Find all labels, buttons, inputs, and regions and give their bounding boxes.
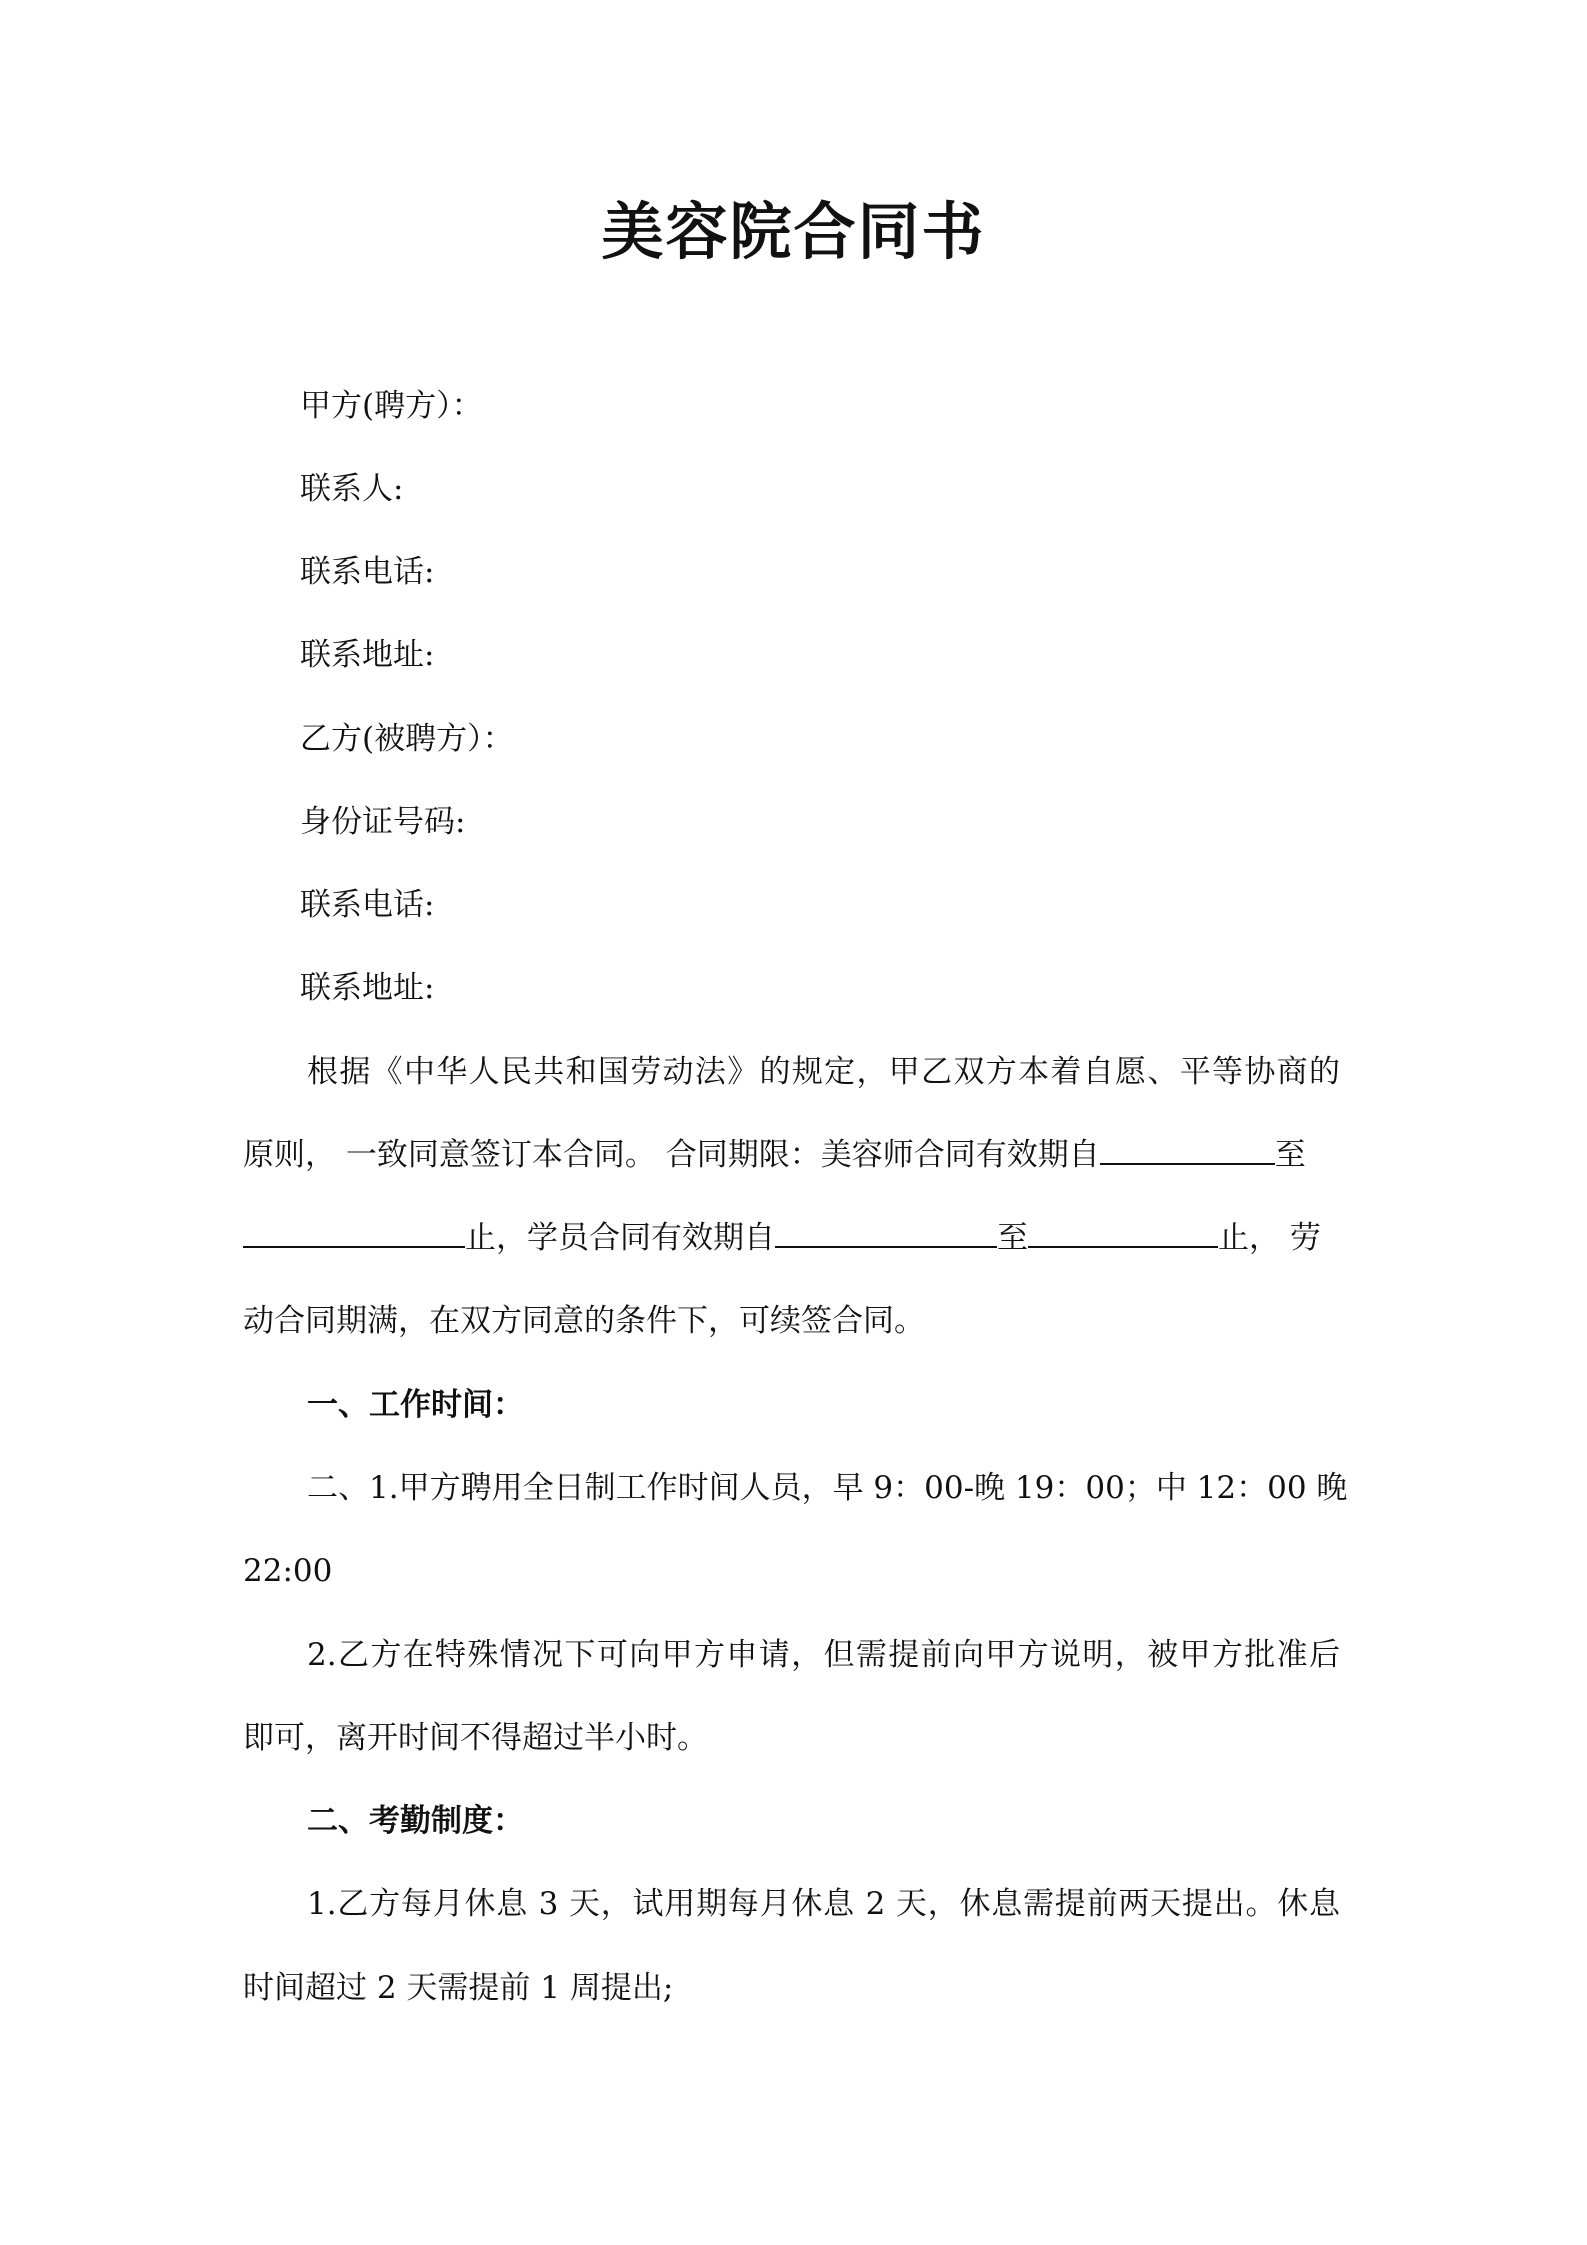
intro-line-2-text: 原则， 一致同意签订本合同。 合同期限：美容师合同有效期自: [243, 1137, 1100, 1173]
section-2-item-1-line-1: 1.乙方每月休息 3 天，试用期每月休息 2 天，休息需提前两天提出。休息: [307, 1886, 1340, 1922]
section-1-item-2-line-2: 即可，离开时间不得超过半小时。: [243, 1720, 708, 1756]
party-b-id-number: 身份证号码:: [300, 804, 466, 840]
section-2-heading: 二、考勤制度：: [307, 1803, 524, 1839]
party-a-address: 联系地址:: [300, 637, 435, 673]
party-a-label: 甲方(聘方）：: [300, 388, 483, 424]
trainee-end-date-blank: [1028, 1216, 1218, 1248]
intro-line-3-end: 止， 劳: [1218, 1220, 1321, 1256]
party-b-address: 联系地址:: [300, 970, 435, 1006]
section-2-item-1-line-2: 时间超过 2 天需提前 1 周提出;: [243, 1970, 674, 2006]
section-1-item-1-line-2: 22:00: [243, 1553, 333, 1589]
intro-line-3: [243, 1215, 1340, 1261]
section-1-item-2-line-1: 2.乙方在特殊情况下可向甲方申请，但需提前向甲方说明，被甲方批准后: [307, 1637, 1340, 1673]
intro-line-3-to: 至: [997, 1220, 1028, 1256]
party-a-contact-person: 联系人:: [300, 471, 404, 507]
document-title: 美容院合同书: [601, 195, 986, 268]
party-b-label: 乙方(被聘方）：: [300, 721, 514, 757]
intro-line-4: 动合同期满，在双方同意的条件下，可续签合同。: [243, 1303, 925, 1339]
section-1-item-1-line-1: 二、1.甲方聘用全日制工作时间人员，早 9：00-晚 19：00；中 12：00 晚: [307, 1470, 1348, 1506]
trainee-start-date-blank: [775, 1216, 997, 1248]
intro-line-2-to: 至: [1274, 1137, 1306, 1173]
party-a-phone: 联系电话:: [300, 554, 435, 590]
contract-start-date-blank: [1100, 1133, 1275, 1165]
section-1-heading: 一、工作时间：: [307, 1387, 524, 1423]
intro-line-3-text: 止，学员合同有效期自: [465, 1220, 775, 1256]
intro-line-1: 根据《中华人民共和国劳动法》的规定，甲乙双方本着自愿、平等协商的: [307, 1054, 1340, 1090]
party-b-phone: 联系电话:: [300, 887, 435, 923]
contract-end-date-blank: [243, 1216, 465, 1248]
intro-line-2: [243, 1132, 1340, 1178]
